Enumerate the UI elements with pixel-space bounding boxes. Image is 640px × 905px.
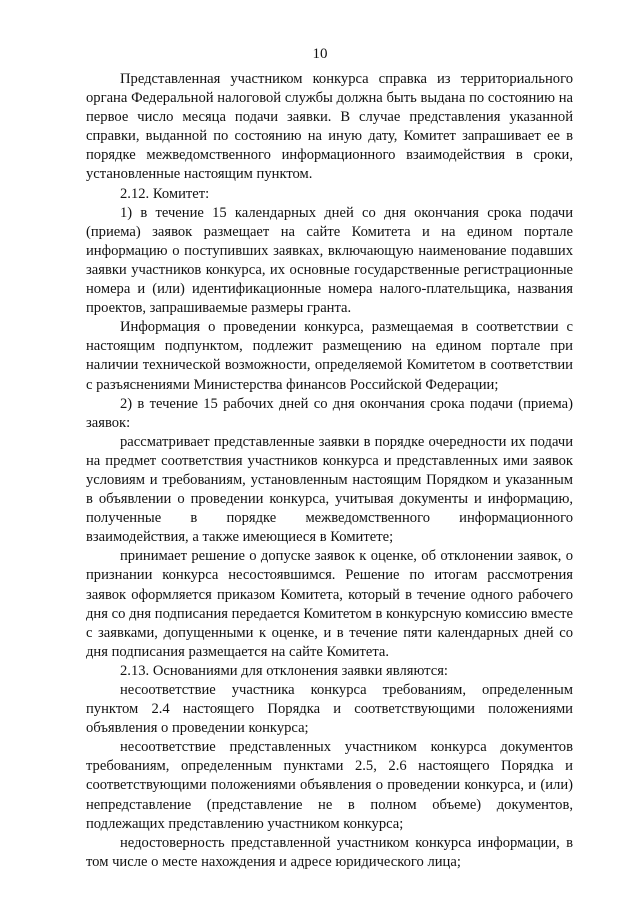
paragraph: несоответствие участника конкурса требованиям, определенным пунктом 2.4 настоящего Порядка и соответствующими положениями объявления о проведении конкурса; [86,682,573,737]
paragraph: Представленная участником конкурса справка из территориального органа Федеральной налоговой службы должна быть выдана по состоянию на первое число месяца подачи заявки. В случае представления указанной справки, выданной по состоянию на иную дату, Комитет запрашивает ее в порядке межведомственного информационного взаимодействия в сроки, установленные настоящим пунктом. [86,71,573,183]
page-number: 10 [312,46,328,62]
paragraph: 2) в течение 15 рабочих дней со дня окончания срока подачи (приема) заявок: [86,395,573,431]
paragraph: рассматривает представленные заявки в порядке очередности их подачи на предмет соответствия участников конкурса и представленных ими заявок условиям и требованиям, установленным настоящим Порядком и указанным в объявлении о проведении конкурса, учитывая документы и информацию, полученные в порядке межведомственного информационного взаимодействия, а также имеющиеся в Комитете; [86,433,573,546]
paragraph: 1) в течение 15 календарных дней со дня окончания срока подачи (приема) заявок размещает на сайте Комитета и на едином портале информацию о поступивших заявках, включающую наименование подавших заявки участников конкурса, их основные государственные регистрационные номера и (или) идентификационные номера налого-плательщика, названия проектов, запрашиваемые размеры гранта. [86,204,573,317]
paragraph: несоответствие представленных участником конкурса документов требованиям, определенным пунктами 2.5, 2.6 настоящего Порядка и соответствующими положениями объявления о проведении конкурса, и (или) непредставление (представление не в полном объеме) документов, подлежащих представлению участником конкурса; [86,739,573,832]
paragraph: недостоверность представленной участником конкурса информации, в том числе о месте нахождения и адресе юридического лица; [86,834,573,870]
paragraph: принимает решение о допуске заявок к оценке, об отклонении заявок, о признании конкурса несостоявшимся. Решение по итогам рассмотрения заявок оформляется приказом Комитета, который в течение одного рабочего дня со дня подписания передается Комитетом в конкурсную комиссию вместе с заявками, допущенными к оценке, и в течение пяти календарных дней со дня подписания размещается на сайте Комитета. [86,548,573,660]
document-body [86,70,573,872]
paragraph: Информация о проведении конкурса, размещаемая в соответствии с настоящим подпунктом, подлежит размещению на едином портале при наличии технической возможности, определяемой Комитетом в соответствии с разъяснениями Министерства финансов Российской Федерации; [86,319,573,393]
paragraph: 2.13. Основаниями для отклонения заявки являются: [120,662,448,679]
paragraph: 2.12. Комитет: [120,185,210,202]
